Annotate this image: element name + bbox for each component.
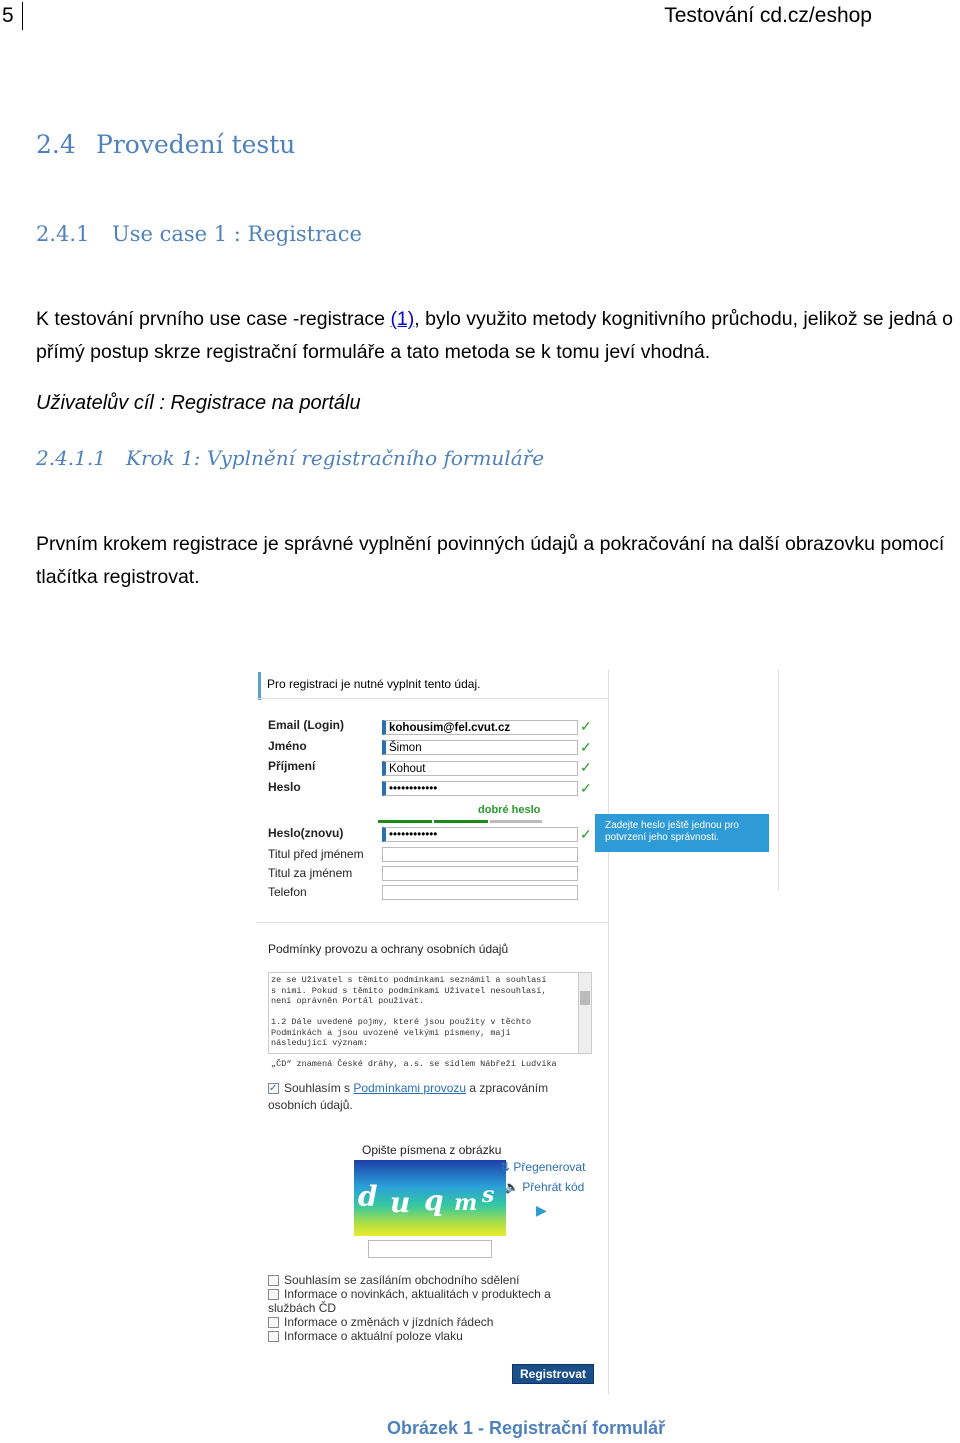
terms-line: ze se Uživatel s těmito podmínkami seznámil a souhlasí [271, 975, 547, 985]
page-number: 5 [2, 4, 14, 27]
subsection-heading [36, 222, 362, 246]
consent-text-2: a zpracováním osobních údajů. [268, 1081, 549, 1112]
captcha-letter: d [358, 1180, 378, 1213]
scroll-thumb[interactable] [580, 991, 590, 1005]
newsletter-label: Informace o změnách v jízdních řádech [284, 1315, 494, 1329]
terms-line: 1.2 Dále uvedené pojmy, které jsou použity v těchto [271, 1017, 532, 1027]
step-number: 2.4.1.1 [36, 446, 106, 470]
newsletter-option [268, 1315, 598, 1329]
play-audio-label: Přehrát kód [522, 1180, 585, 1194]
newsletter-checkbox[interactable] [268, 1275, 279, 1286]
newsletter-option [268, 1273, 598, 1287]
password-label: Heslo [268, 780, 301, 794]
check-icon: ✓ [580, 739, 592, 755]
captcha-letter: m [454, 1190, 478, 1216]
title-after-field[interactable] [382, 866, 578, 881]
captcha-letter: u [390, 1186, 411, 1219]
captcha-input[interactable] [368, 1240, 492, 1258]
play-icon[interactable]: ▶ [536, 1202, 547, 1218]
password-strength-label: dobré heslo [478, 804, 541, 816]
terms-line: není oprávněn Portál používat. [271, 996, 425, 1006]
divider [256, 922, 608, 923]
header-divider [22, 2, 23, 30]
refresh-icon: ⇅ [500, 1160, 514, 1174]
section-title: Provedení testu [96, 130, 296, 159]
consent-text-1: Souhlasím s [284, 1081, 354, 1095]
captcha-letter: s [482, 1182, 495, 1208]
step-title: Krok 1: Vyplnění registračního formuláře [126, 446, 545, 470]
last-name-field[interactable]: Kohout [382, 761, 578, 776]
terms-line: Podmínkách a jsou uvozené velkými písmeny, mají [271, 1027, 511, 1038]
terms-title: Podmínky provozu a ochrany osobních údajů [268, 942, 509, 956]
required-notice: Pro registraci je nutné vyplnit tento údaj. [258, 672, 608, 700]
step-heading [36, 446, 544, 470]
password-tooltip: Zadejte heslo ještě jednou pro potvrzení jeho správnosti. [595, 814, 769, 852]
last-name-label: Příjmení [268, 759, 316, 773]
check-icon: ✓ [580, 718, 592, 734]
title-before-label: Titul před jménem [268, 847, 364, 861]
terms-line [271, 1049, 589, 1060]
newsletter-option [268, 1287, 598, 1315]
form-panel-right [608, 670, 779, 890]
newsletter-checkbox[interactable] [268, 1331, 279, 1342]
speaker-icon: 🔈 [504, 1180, 523, 1194]
password-field[interactable]: •••••••••••• [382, 781, 578, 796]
terms-line: s nimi. Pokud s těmito podmínkami Uživatel nesouhlasí, [271, 985, 547, 996]
first-name-field[interactable]: Šimon [382, 740, 578, 755]
newsletter-label: Souhlasím se zasíláním obchodního sdělení [284, 1273, 520, 1287]
terms-line [271, 1007, 589, 1018]
captcha-image [354, 1160, 506, 1236]
password-repeat-label: Heslo(znovu) [268, 826, 344, 840]
newsletter-label: Informace o novinkách, aktualitách v produktech a službách ČD [268, 1287, 551, 1315]
intro-text-1: K testování prvního use case -registrace [36, 308, 391, 330]
newsletter-label: Informace o aktuální poloze vlaku [284, 1329, 463, 1343]
section-heading [36, 130, 295, 159]
terms-line: „ČD“ znamená České dráhy, a.s. se sídlem Nábřeží Ludvíka [271, 1059, 557, 1069]
title-after-label: Titul za jménem [268, 866, 353, 880]
registration-form-screenshot [256, 670, 609, 1394]
captcha-area [256, 1160, 608, 1240]
figure-caption: Obrázek 1 - Registrační formulář [387, 1418, 666, 1438]
title-before-field[interactable] [382, 847, 578, 862]
subsection-title: Use case 1 : Registrace [112, 222, 362, 246]
register-button[interactable]: Registrovat [512, 1364, 594, 1384]
captcha-title: Opište písmena z obrázku [362, 1143, 502, 1157]
newsletter-options [268, 1273, 598, 1343]
reference-link[interactable]: (1) [390, 308, 415, 330]
phone-field[interactable] [382, 885, 578, 900]
step-paragraph: Prvním krokem registrace je správné vyplnění povinných údajů a pokračování na další obrazovku pomocí tlačítka registrovat. [36, 533, 945, 588]
terms-scrollbar[interactable] [578, 973, 591, 1053]
consent-row [268, 1080, 598, 1114]
intro-text-2: , bylo využito metody kognitivního průchodu, jelikož se jedná o přímý postup skrze registrační formuláře a tato metoda se k tomu jeví vhodná. [36, 308, 954, 363]
first-name-label: Jméno [268, 739, 307, 753]
email-label: Email (Login) [268, 718, 344, 732]
regenerate-label: Přegenerovat [513, 1160, 586, 1174]
password-strength-bar [378, 820, 542, 823]
user-goal: Uživatelův cíl : Registrace na portálu [36, 392, 361, 414]
newsletter-checkbox[interactable] [268, 1317, 279, 1328]
header-title: Testování cd.cz/eshop [664, 4, 872, 27]
regenerate-button[interactable] [500, 1160, 585, 1174]
subsection-number: 2.4.1 [36, 222, 90, 246]
newsletter-checkbox[interactable] [268, 1289, 279, 1300]
divider [256, 698, 608, 699]
intro-paragraph [36, 303, 960, 369]
password-repeat-field[interactable]: •••••••••••• [382, 827, 578, 842]
terms-line: následující význam: [271, 1038, 368, 1048]
consent-checkbox[interactable] [268, 1083, 279, 1094]
newsletter-option [268, 1329, 598, 1343]
check-icon: ✓ [580, 759, 592, 775]
phone-label: Telefon [268, 885, 307, 899]
check-icon: ✓ [580, 780, 592, 796]
terms-textarea[interactable] [268, 972, 592, 1069]
email-field[interactable]: kohousim@fel.cvut.cz [382, 720, 578, 735]
captcha-letter: q [424, 1184, 444, 1217]
terms-link[interactable]: Podmínkami provozu [353, 1081, 467, 1095]
play-audio-button[interactable] [504, 1180, 584, 1194]
check-icon: ✓ [580, 826, 592, 842]
section-number: 2.4 [36, 130, 76, 159]
